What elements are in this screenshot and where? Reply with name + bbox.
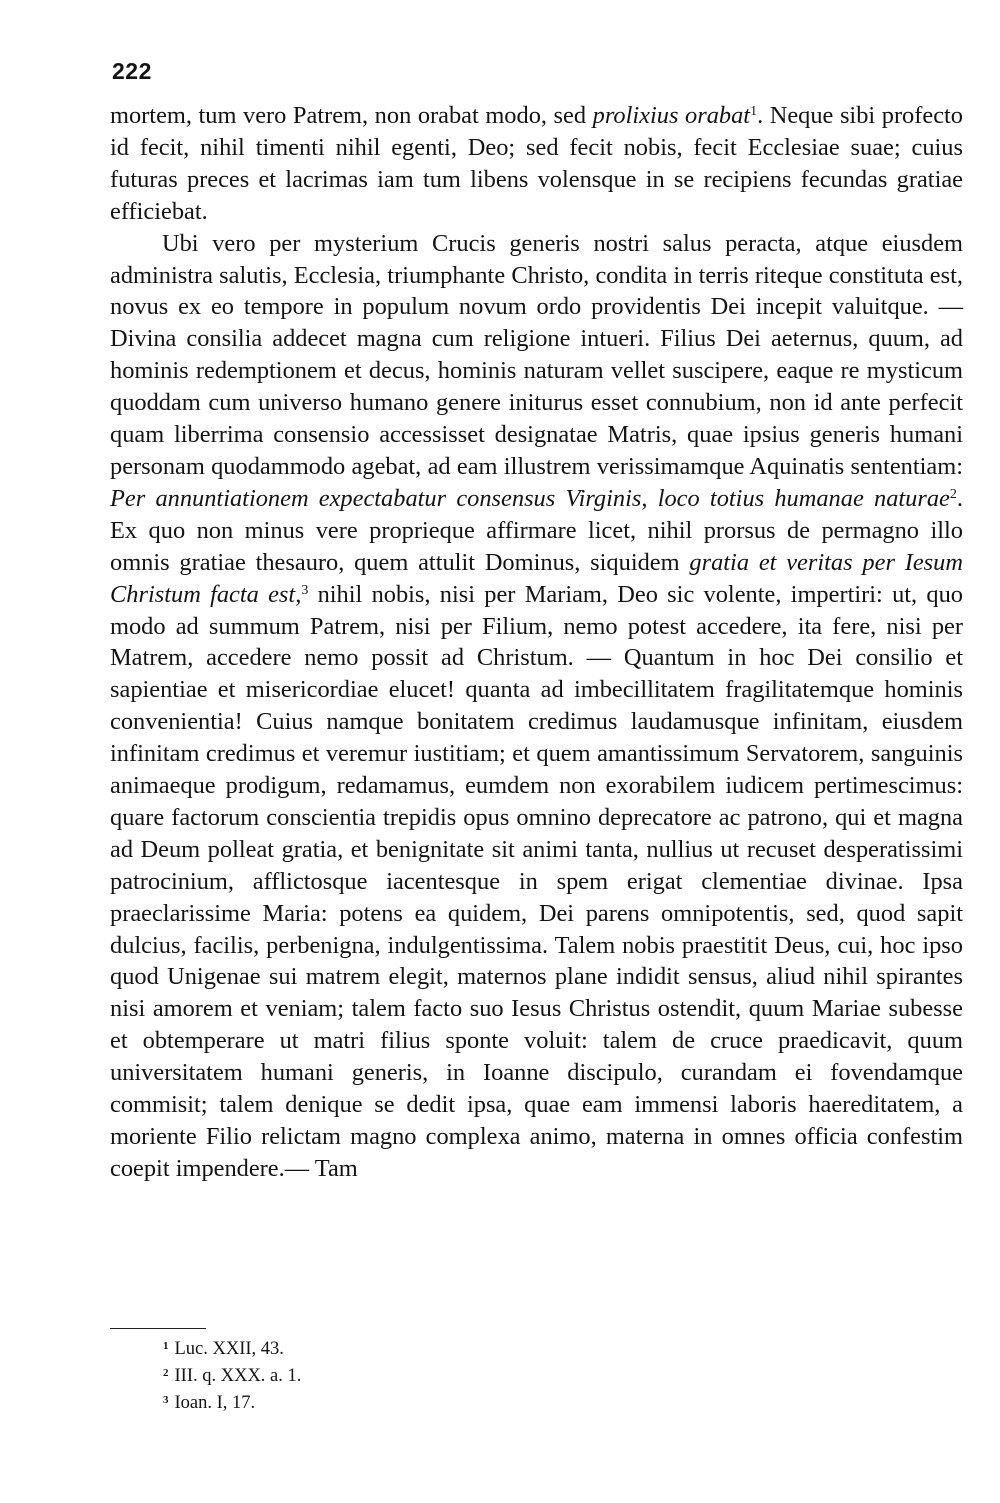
footnote-mark: 2 — [163, 1367, 169, 1379]
italic-quote: gratia et veritas per Iesum Christum facta est, — [110, 548, 963, 608]
footnote-1 — [163, 1334, 301, 1361]
footnote-divider — [110, 1328, 206, 1329]
text-run: . Ex quo non minus vere proprieque affirmare licet, nihil prorsus de permagno illo omnis gratiae thesauro, quem attulit Dominus, siquidem — [110, 484, 963, 576]
footnote-text: Luc. XXII, 43. — [174, 1339, 284, 1359]
footnote-text: III. q. XXX. a. 1. — [174, 1366, 302, 1386]
footnotes — [163, 1334, 301, 1415]
footnote-2 — [163, 1361, 301, 1388]
footnote-mark: 1 — [163, 1340, 169, 1352]
footnote-3 — [163, 1388, 301, 1415]
footnote-ref-2: 2 — [949, 486, 957, 502]
footnote-ref-1: 1 — [750, 104, 758, 119]
text-run: nihil nobis, nisi per Mariam, Deo sic volente, impertiri: ut, quo modo ad summum Patrem, nisi per Filium, nemo potest accedere, ita fere, nisi per Matrem, accedere nemo possit ad Christum. — Quantum in hoc Dei consilio et sapientiae et misericordiae elucet! quanta ad imbecillitatem fragilitatemque hominis convenientia! Cuius namque bonitatem credimus laudamusque infinitam, eiusdem infinitam credimus et veremur iustitiam; et quem amantissimum Servatorem, sanguinis animaeque prodigum, redamamus, eumdem non exorabilem iudicem pertimescimus: quare factorum conscientia trepidis opus omnino deprecatore ac patrono, qui et magna ad Deum polleat gratia, et benignitate sit animi tanta, nullius ut recuset desperatissimi patrocinium, afflictosque iacentesque in spem erigat clementiae divinae. Ipsa praeclarissime Maria: potens ea quidem, Dei parens omnipotentis, sed, quod sapit dulcius, facilis, perbenigna, indulgentissima. Talem nobis praestitit Deus, cui, hoc ipso quod Unigenae sui matrem elegit, maternos plane indidit sensus, aliud nihil spirantes nisi amorem et veniam; talem facto suo Iesus Christus ostendit, quum Mariae subesse et obtemperare ut matri filius sponte voluit: talem de cruce praedicavit, quum universitatem humani generis, in Ioanne discipulo, curandam ei fovendamque commisit; talem denique se dedit ipsa, quae eam immensi laboris haereditatem, a moriente Filio relictam magno complexa animo, materna in omnes officia confestim coepit impendere.— Tam — [110, 580, 963, 1182]
text-run: Ubi vero per mysterium Crucis generis nostri salus peracta, atque eiusdem administra salutis, Ecclesia, triumphante Christo, condita in terris riteque constituta est, novus ex eo tempore in populum novum ordo providentis Dei incepit valuitque. — Divina consilia addecet magna cum religione intueri. Filius Dei aeternus, quum, ad hominis redemptionem et decus, hominis naturam vellet suscipere, eaque re mysticum quoddam cum universo humano genere initurus esset connubium, non id ante perfecit quam liberrima consensio accessisset designatae Matris, quae ipsius generis humani personam quodammodo agebat, ad eam illustrem verissimamque Aquinatis sententiam: — [110, 229, 963, 480]
paragraph-1 — [110, 100, 963, 228]
italic-quote: Per annuntiationem expectabatur consensus Virginis, loco totius humanae naturae — [110, 484, 950, 512]
text-run: mortem, tum vero Patrem, non orabat modo, sed — [110, 102, 593, 129]
italic-quote: prolixius orabat — [592, 102, 751, 129]
page-number: 222 — [112, 58, 152, 84]
text-run: . Neque sibi profecto id fecit, nihil timenti nihil egenti, Deo; sed fecit nobis, fecit Ecclesiae suae; cuius futuras preces et lacrimas iam tum libens volensque in se recipiens fecundas gratiae efficiebat. — [110, 102, 964, 225]
footnote-ref-3: 3 — [301, 582, 309, 598]
footnote-mark: 3 — [163, 1394, 169, 1406]
paragraph-2 — [110, 228, 963, 1185]
body-text — [110, 100, 963, 1185]
footnote-text: Ioan. I, 17. — [174, 1393, 256, 1413]
